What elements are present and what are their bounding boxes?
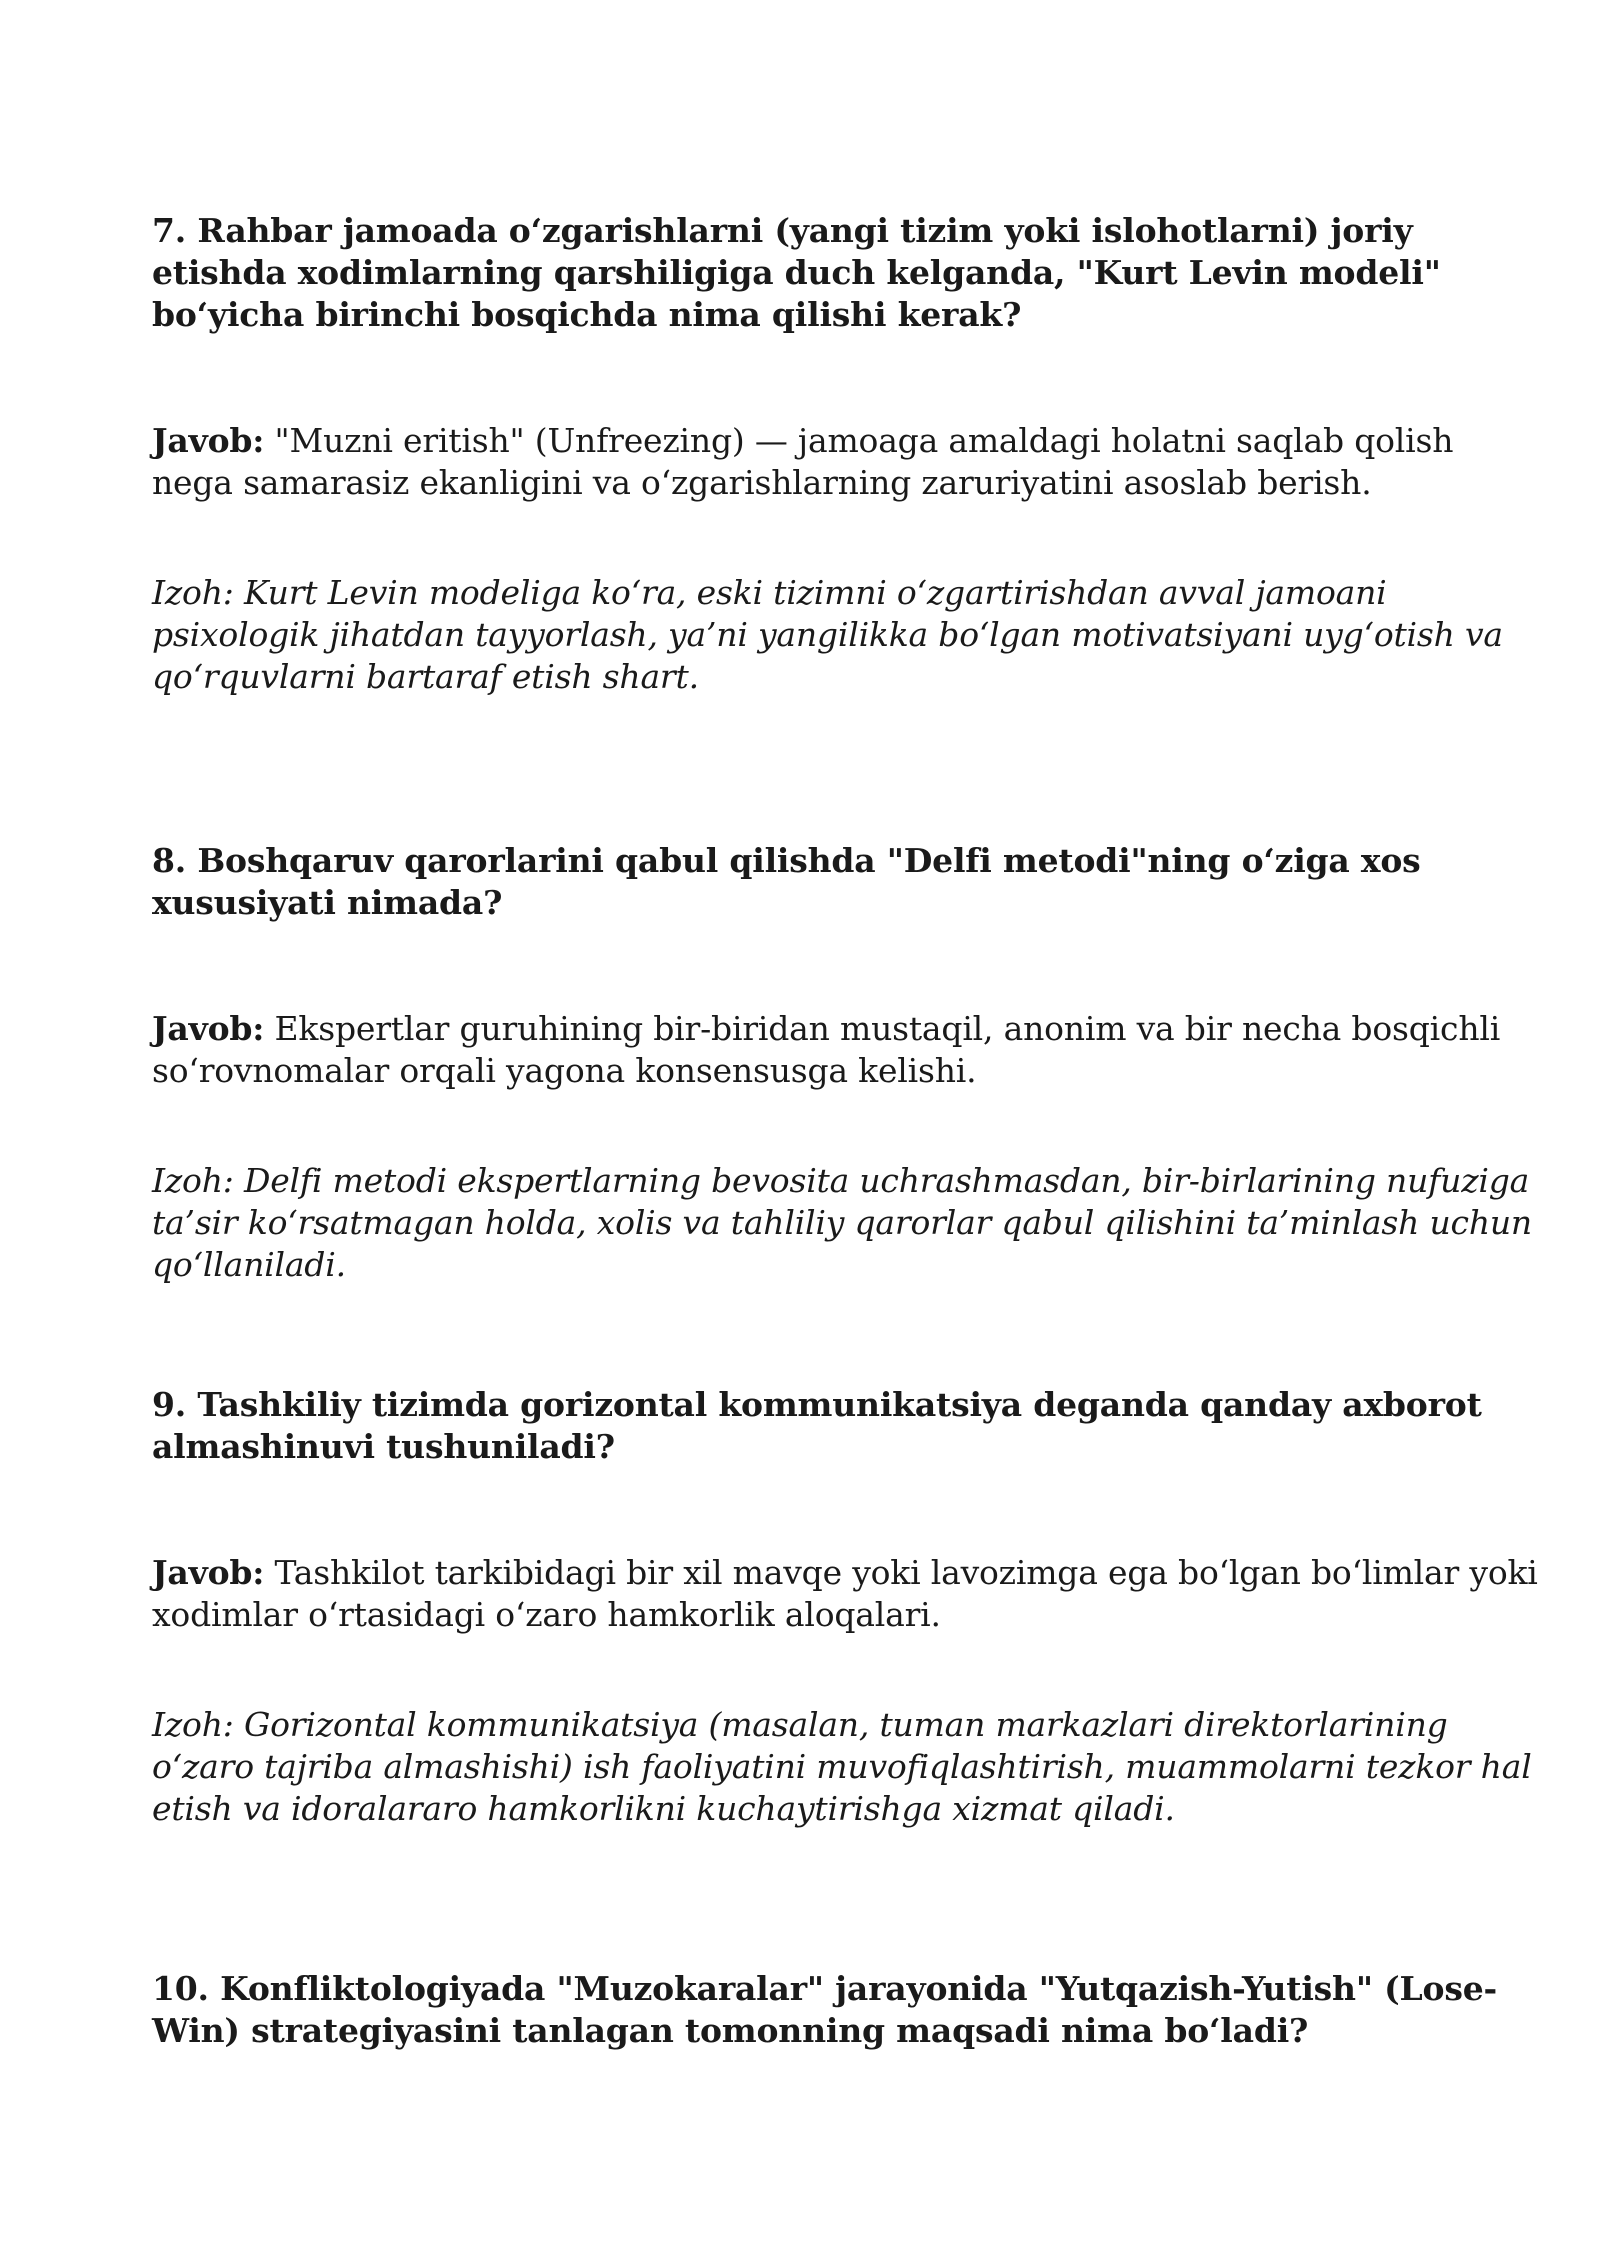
qa-item [152, 840, 1542, 1286]
answer-paragraph [152, 1552, 1542, 1636]
answer-text: Tashkilot tarkibidagi bir xil mavqe yoki lavozimga ega bo‘lgan bo‘limlar yoki xodimlar o‘rtasidagi o‘zaro hamkorlik aloqalari. [152, 1553, 1538, 1634]
answer-text: "Muzni eritish" (Unfreezing) — jamoaga amaldagi holatni saqlab qolish nega samarasiz ekanligini va o‘zgarishlarning zaruriyatini asoslab berish. [152, 421, 1454, 502]
answer-label: Javob: [152, 421, 265, 460]
note-text: Izoh: Delfi metodi ekspertlarning bevosita uchrashmasdan, bir-birlarining nufuziga ta’sir ko‘rsatmagan holda, xolis va tahliliy qarorlar qabul qilishini ta’minlash uchun qo‘llaniladi. [152, 1161, 1532, 1284]
answer-paragraph [152, 420, 1542, 504]
note-text: Izoh: Gorizontal kommunikatsiya (masalan, tuman markazlari direktorlarining o‘zaro tajriba almashishi) ish faoliyatini muvofiqlashtirish, muammolarni tezkor hal etish va idoralararo hamkorlikni kuchaytirishga xizmat qiladi. [152, 1705, 1532, 1828]
answer-label: Javob: [152, 1553, 265, 1592]
question-text: 9. Tashkiliy tizimda gorizontal kommunikatsiya deganda qanday axborot almashinuvi tushuniladi? [152, 1385, 1482, 1466]
answer-label: Javob: [152, 1009, 265, 1048]
question-text: 10. Konfliktologiyada "Muzokaralar" jarayonida "Yutqazish-Yutish" (Lose-Win) strategiyasini tanlagan tomonning maqsadi nima bo‘ladi? [152, 1969, 1498, 2050]
answer-paragraph [152, 1008, 1542, 1092]
qa-item [152, 210, 1542, 698]
qa-item [152, 1384, 1542, 1830]
question-text: 8. Boshqaruv qarorlarini qabul qilishda "Delfi metodi"ning o‘ziga xos xususiyati nimada? [152, 841, 1421, 922]
question-text: 7. Rahbar jamoada o‘zgarishlarni (yangi tizim yoki islohotlarni) joriy etishda xodimlarning qarshiligiga duch kelganda, "Kurt Levin modeli" bo‘yicha birinchi bosqichda nima qilishi kerak? [152, 211, 1441, 334]
qa-item [152, 1968, 1542, 2052]
answer-text: Ekspertlar guruhining bir-biridan mustaqil, anonim va bir necha bosqichli so‘rovnomalar orqali yagona konsensusga kelishi. [152, 1009, 1501, 1090]
note-text: Izoh: Kurt Levin modeliga ko‘ra, eski tizimni o‘zgartirishdan avval jamoani psixologik jihatdan tayyorlash, ya’ni yangilikka bo‘lgan motivatsiyani uyg‘otish va qo‘rquvlarni bartaraf etish shart. [152, 573, 1503, 696]
